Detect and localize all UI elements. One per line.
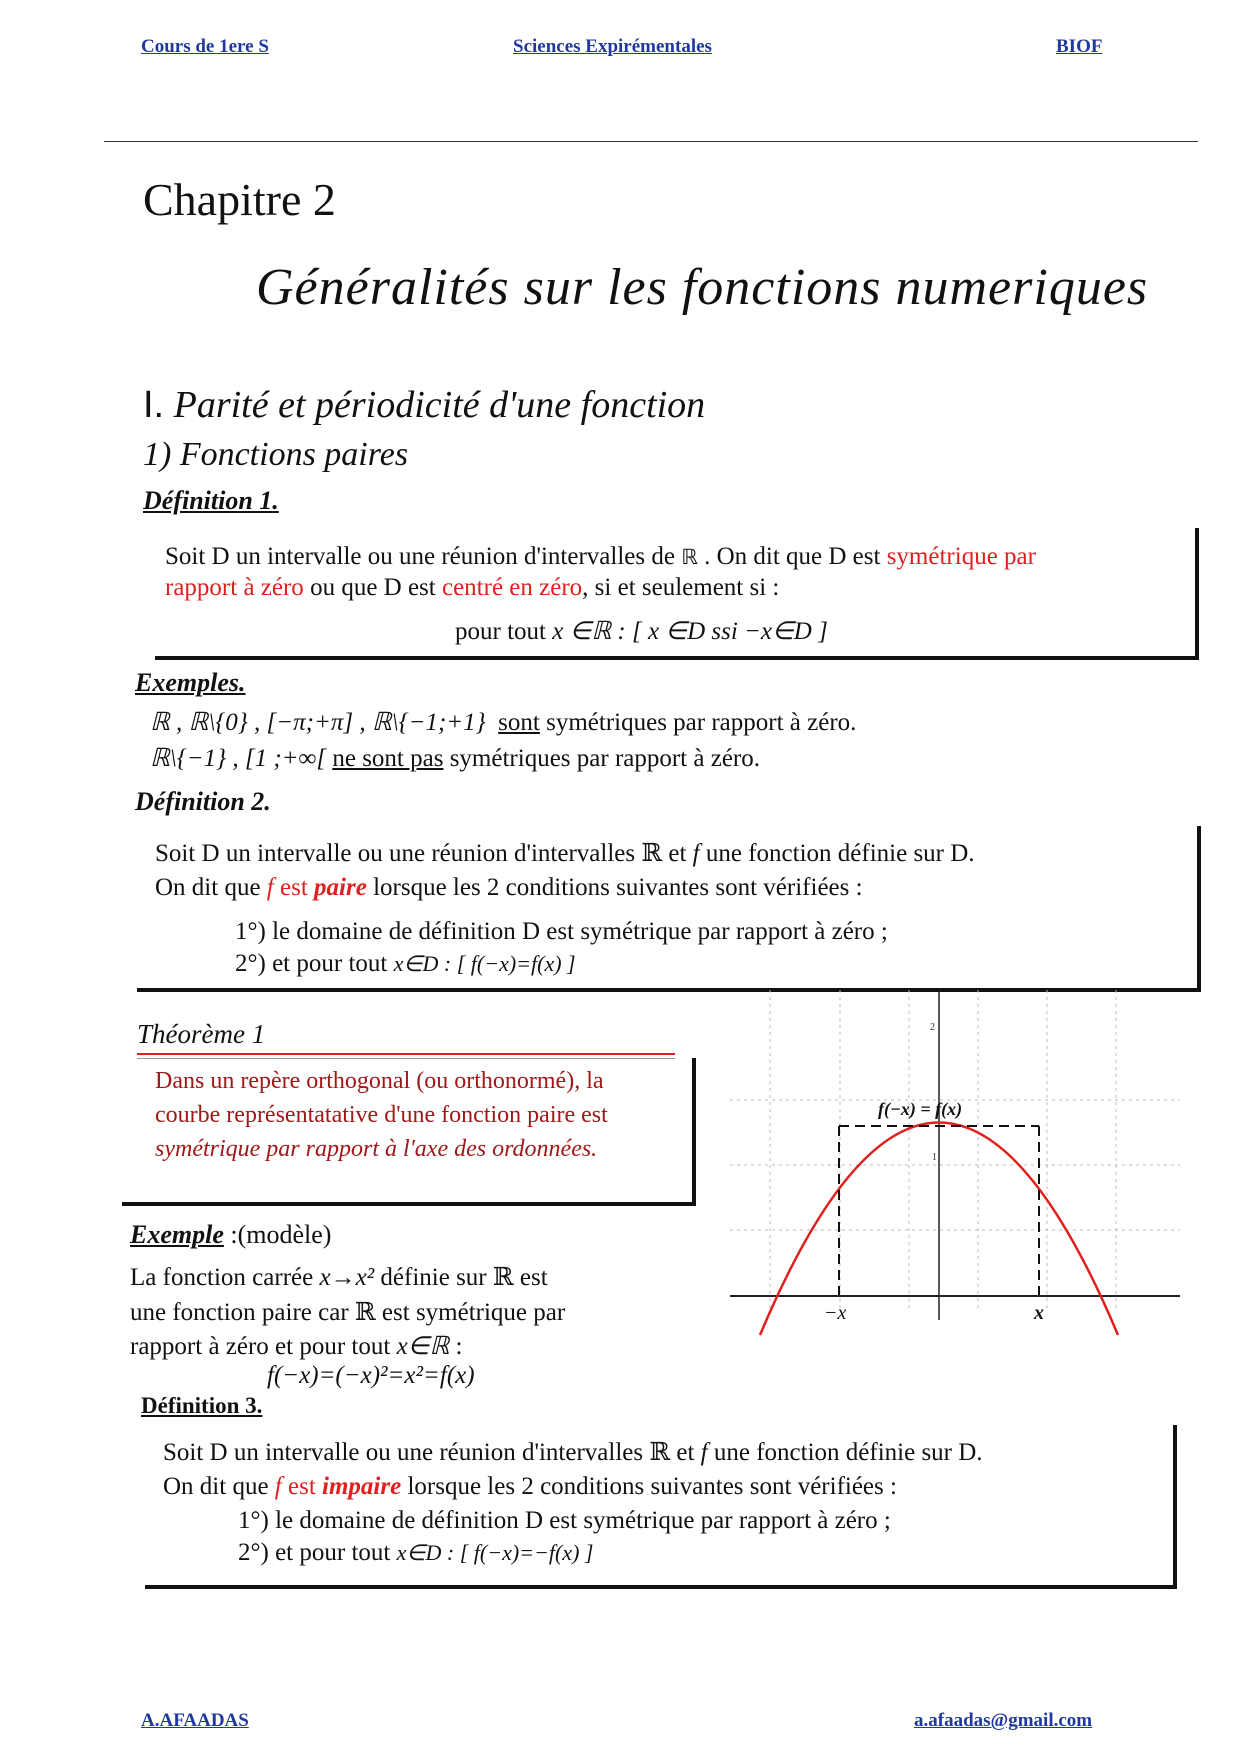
- theorem-line1: Dans un repère orthogonal (ou orthonormé), la: [155, 1068, 604, 1094]
- def2-line2: On dit que f est paire lorsque les 2 conditions suivantes sont vérifiées :: [155, 874, 863, 901]
- def1-condition: pour tout x ∈ℝ : [ x ∈D ssi −x∈D ]: [455, 618, 828, 645]
- chapter-label: Chapitre 2: [143, 174, 336, 225]
- grid-lines: [730, 990, 1180, 1310]
- theorem-line3: symétrique par rapport à l'axe des ordonnées.: [155, 1136, 598, 1162]
- def2-line1: Soit D un intervalle ou une réunion d'intervalles ℝ et f une fonction définie sur D.: [155, 840, 975, 867]
- footer-email[interactable]: a.afaadas@gmail.com: [914, 1710, 1093, 1731]
- chapter-title: Généralités sur les fonctions numeriques: [256, 259, 1149, 316]
- theorem-title: Théorème 1: [137, 1019, 266, 1049]
- def2-cond1: 1°) le domaine de définition D est symétrique par rapport à zéro ;: [235, 918, 888, 945]
- def2-box: [137, 826, 1201, 992]
- def2-cond2: 2°) et pour tout x∈D : [ f(−x)=f(x) ]: [235, 950, 576, 977]
- def3-line2: On dit que f est impaire lorsque les 2 conditions suivantes sont vérifiées :: [163, 1473, 897, 1500]
- example-model-line1: La fonction carrée x→x² définie sur ℝ est: [130, 1264, 548, 1291]
- def3-box: [145, 1425, 1177, 1589]
- header-left[interactable]: Cours de 1ere S: [141, 36, 269, 57]
- y-tick-1: 1: [932, 1152, 937, 1163]
- header-rule: [104, 141, 1198, 142]
- def3-line1: Soit D un intervalle ou une réunion d'intervalles ℝ et f une fonction définie sur D.: [163, 1439, 983, 1466]
- label-neg-x: −x: [824, 1302, 847, 1324]
- examples-title: Exemples.: [135, 668, 246, 697]
- example-model-line2: une fonction paire car ℝ est symétrique par: [130, 1299, 566, 1326]
- section-heading: [143, 383, 705, 427]
- subsection-title: 1) Fonctions paires: [143, 436, 409, 473]
- y-tick-2: 2: [930, 1022, 935, 1033]
- label-f-equal: f(−x) = f(x): [878, 1099, 963, 1119]
- def3-cond2: 2°) et pour tout x∈D : [ f(−x)=−f(x) ]: [238, 1539, 594, 1566]
- examples-line2: ℝ\{−1} , [1 ;+∞[ ne sont pas symétriques par rapport à zéro.: [150, 745, 760, 772]
- example-model-title: Exemple :(modèle): [130, 1220, 332, 1249]
- def1-title: Définition 1.: [143, 486, 279, 515]
- def3-title: Définition 3.: [141, 1393, 263, 1418]
- parabola-graph: [720, 990, 1190, 1345]
- example-model-line3: rapport à zéro et pour tout x∈ℝ :: [130, 1333, 463, 1360]
- def1-box: Soit D un intervalle ou une réunion d'intervalles de ℝ . On dit que D est symétrique par rapport à zéro ou que D est centré en zéro, si et seulement si : pour tout x ∈ℝ : [ x ∈D ssi −x∈D ]: [155, 528, 1199, 660]
- footer-author[interactable]: A.AFAADAS: [141, 1710, 249, 1731]
- examples-line1: ℝ , ℝ\{0} , [−π;+π] , ℝ\{−1;+1} sont symétriques par rapport à zéro.: [150, 709, 857, 736]
- section-number: I.: [143, 384, 165, 426]
- reals-symbol: ℝ: [681, 546, 698, 569]
- theorem-box: [122, 1058, 696, 1206]
- section-title: Parité et périodicité d'une fonction: [173, 384, 706, 426]
- example-model-formula: f(−x)=(−x)²=x²=f(x): [267, 1362, 475, 1389]
- theorem-title-underline: [137, 1053, 675, 1055]
- header-right[interactable]: BIOF: [1056, 36, 1103, 57]
- theorem-line2: courbe représentatative d'une fonction paire est: [155, 1102, 608, 1128]
- label-x: x: [1034, 1302, 1044, 1324]
- header-center[interactable]: Sciences Expirémentales: [513, 36, 712, 57]
- def3-cond1: 1°) le domaine de définition D est symétrique par rapport à zéro ;: [238, 1507, 891, 1534]
- def2-title: Définition 2.: [135, 787, 271, 816]
